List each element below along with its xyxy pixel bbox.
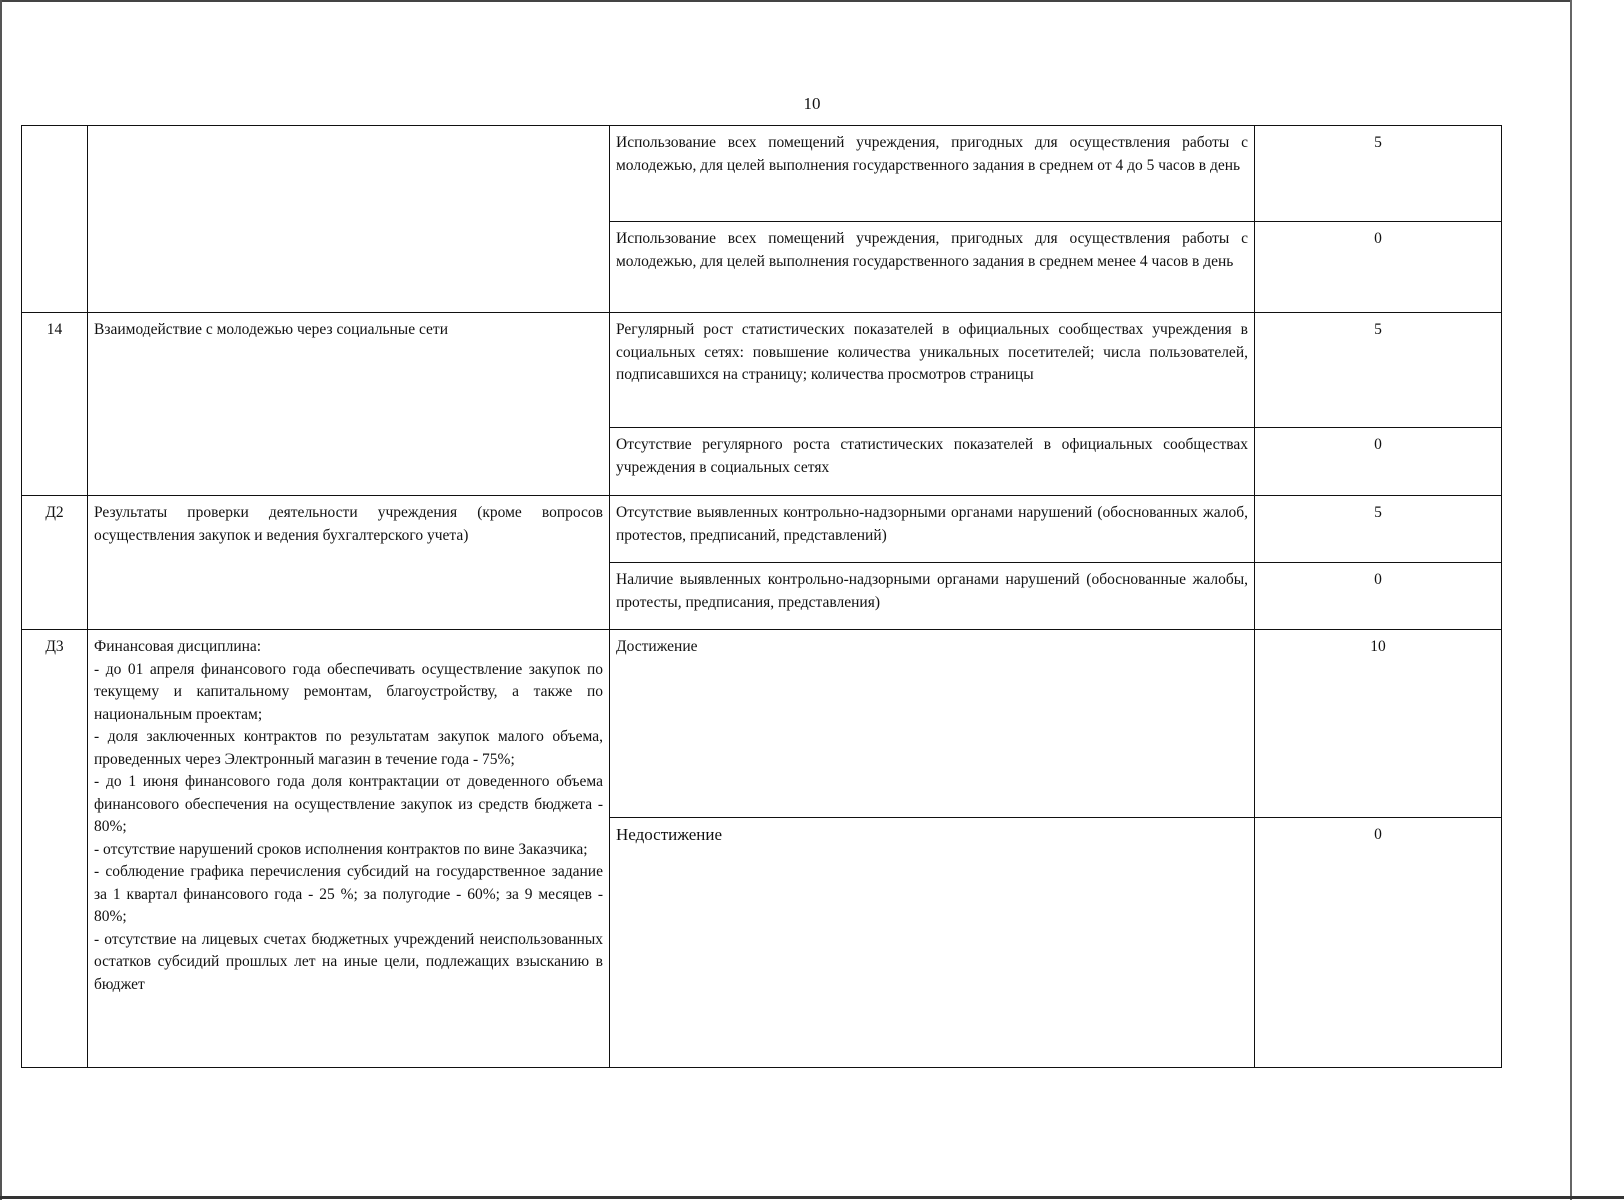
- indicator-name-line: - отсутствие на лицевых счетах бюджетных учреждений неиспользованных остатков субсидий прошлых лет на иные цели, подлежащих взысканию в бюджет: [94, 930, 603, 993]
- page-number: 10: [803, 94, 821, 113]
- criteria-table: [21, 125, 1502, 1068]
- table-row: [22, 496, 1502, 563]
- row-number: 14: [22, 313, 88, 496]
- indicator-name-line: Финансовая дисциплина:: [94, 638, 262, 655]
- table-row: [22, 126, 1502, 222]
- row-number: Д3: [22, 630, 88, 1068]
- criterion-score: 0: [1255, 428, 1502, 496]
- criterion-text: Наличие выявленных контрольно-надзорными органами нарушений (обоснованные жалобы, протесты, предписания, представления): [610, 563, 1255, 630]
- criterion-text: Использование всех помещений учреждения, пригодных для осуществления работы с молодежью, для целей выполнения государственного задания в среднем от 4 до 5 часов в день: [610, 126, 1255, 222]
- criterion-text: Отсутствие регулярного роста статистических показателей в официальных сообществах учреждения в социальных сетях: [610, 428, 1255, 496]
- scan-edge-right: [1570, 0, 1572, 1200]
- row-number: [22, 126, 88, 313]
- row-number: Д2: [22, 496, 88, 630]
- criterion-score: 0: [1255, 222, 1502, 313]
- criterion-score: 5: [1255, 126, 1502, 222]
- criterion-score: 10: [1255, 630, 1502, 818]
- criterion-text: Достижение: [610, 630, 1255, 818]
- criterion-score: 0: [1255, 818, 1502, 1068]
- criterion-text: Отсутствие выявленных контрольно-надзорными органами нарушений (обоснованных жалоб, протестов, предписаний, представлений): [610, 496, 1255, 563]
- indicator-name-line: - соблюдение графика перечисления субсидий на государственное задание за 1 квартал финансового года - 25 %; за полугодие - 60%; за 9 месяцев - 80%;: [94, 863, 603, 925]
- criterion-score: 5: [1255, 496, 1502, 563]
- scan-edge-top: [0, 0, 1572, 2]
- indicator-name: Взаимодействие с молодежью через социальные сети: [88, 313, 610, 496]
- table-row: [22, 630, 1502, 818]
- indicator-name-line: - до 01 апреля финансового года обеспечивать осуществление закупок по текущему и капитальному ремонтам, благоустройству, а также по национальным проектам;: [94, 660, 603, 723]
- criterion-text: Использование всех помещений учреждения, пригодных для осуществления работы с молодежью, для целей выполнения государственного задания в среднем менее 4 часов в день: [610, 222, 1255, 313]
- indicator-name: Результаты проверки деятельности учреждения (кроме вопросов осуществления закупок и ведения бухгалтерского учета): [88, 496, 610, 630]
- indicator-name: [88, 126, 610, 313]
- indicator-name-line: - доля заключенных контрактов по результатам закупок малого объема, проведенных через Электронный магазин в течение года - 75%;: [94, 728, 603, 768]
- criterion-score: 5: [1255, 313, 1502, 428]
- criterion-text: Регулярный рост статистических показателей в официальных сообществах учреждения в социальных сетях: повышение количества уникальных посетителей; числа пользователей, подписавшихся на страницу; количества просмотров страницы: [610, 313, 1255, 428]
- scan-edge-left: [0, 0, 2, 1200]
- indicator-name-line: - отсутствие нарушений сроков исполнения контрактов по вине Заказчика;: [94, 840, 588, 858]
- indicator-name: [88, 630, 610, 1068]
- indicator-name-line: - до 1 июня финансового года доля контрактации от доведенного объема финансового обеспечения на осуществление закупок из средств бюджета - 80%;: [94, 773, 603, 835]
- criterion-score: 0: [1255, 563, 1502, 630]
- table-row: [22, 313, 1502, 428]
- scan-edge-bottom: [0, 1196, 1624, 1199]
- criterion-text: Недостижение: [610, 818, 1255, 1068]
